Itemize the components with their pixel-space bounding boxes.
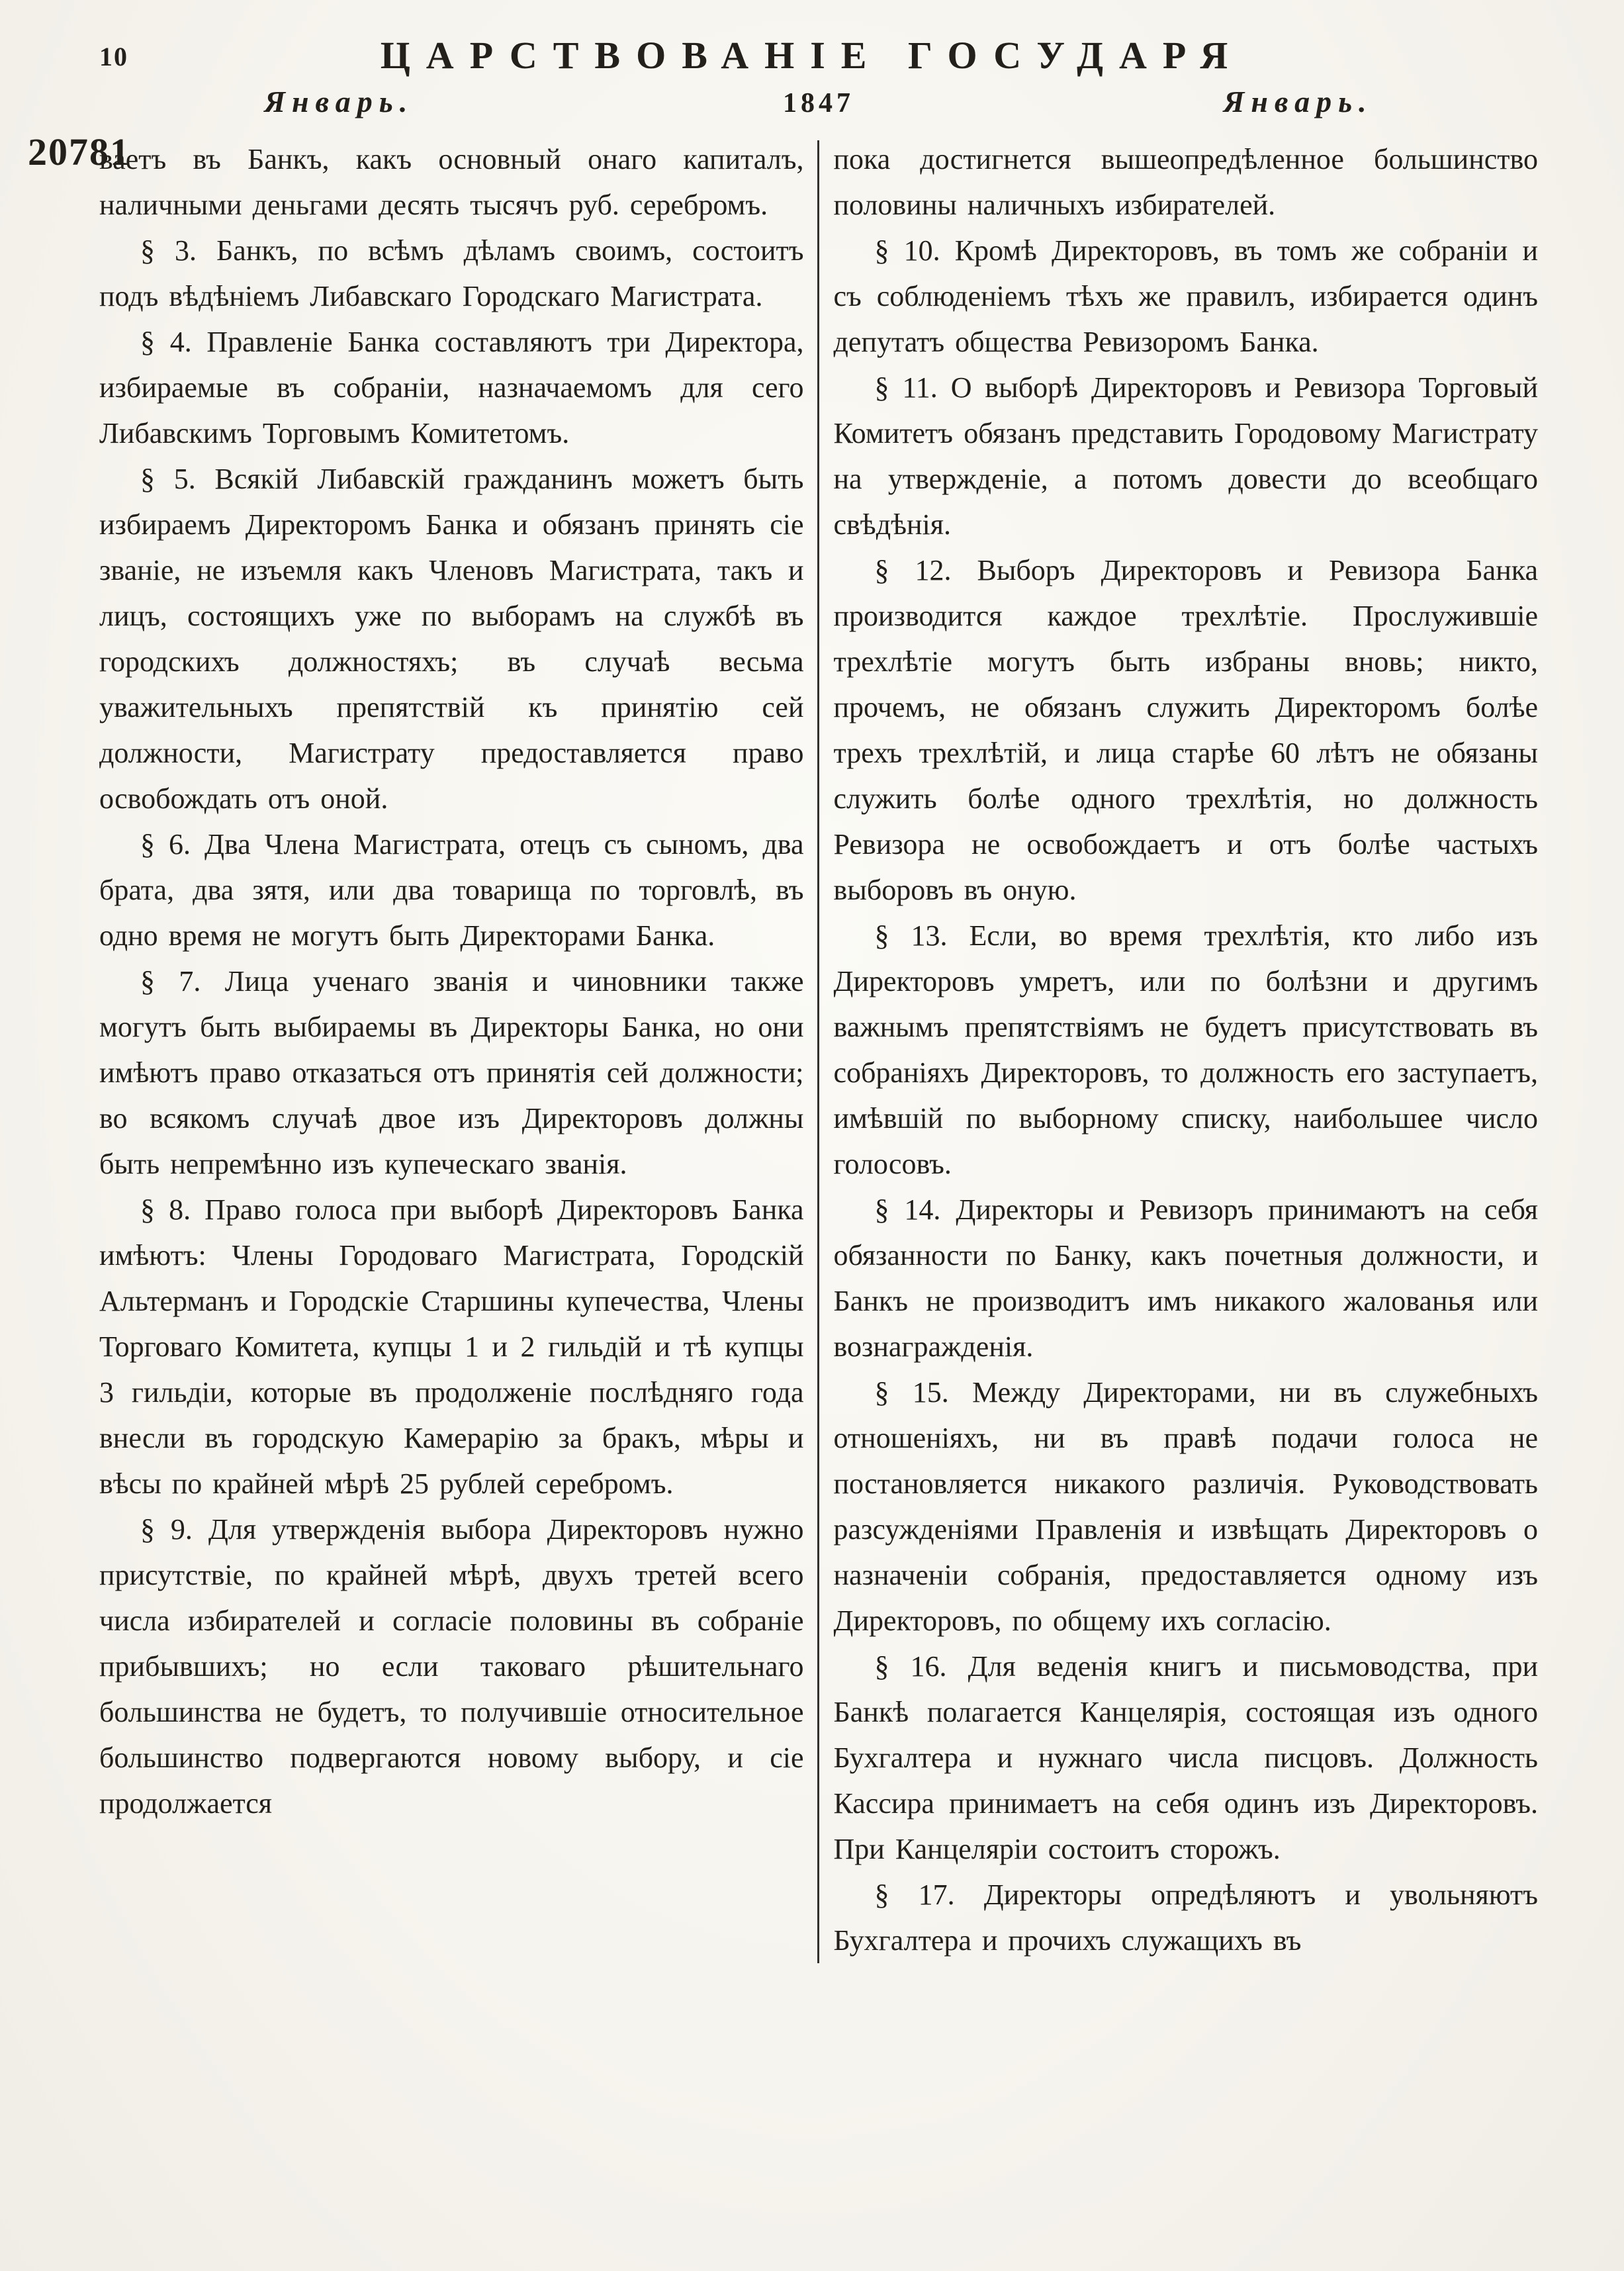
dateline-month-left: Январь. [264, 85, 414, 118]
dateline-year: 1847 [783, 88, 854, 118]
paragraph-section-8: § 8. Право голоса при выборѣ Директоровъ Банка имѣютъ: Члены Городоваго Магистрата, Городскій Альтерманъ и Городскіе Старшины купечества, Члены Торговаго Комитета, купцы 1 и 2 гильдій и тѣ купцы 3 гильдіи, которые въ продолженіе послѣдняго года внесли въ городскую Камерарію за бракъ, мѣры и вѣсы по крайней мѣрѣ 25 рублей серебромъ. [99, 1193, 804, 1500]
paragraph-section-16: § 16. Для веденія книгъ и письмоводства, при Банкѣ полагается Канцелярія, состоящая изъ одного Бухгалтера и нужнаго числа писцовъ. Должность Кассира принимаетъ на себя одинъ изъ Директоровъ. При Канцеляріи состоитъ сторожъ. [833, 1650, 1538, 1865]
paragraph-section-14: § 14. Директоры и Ревизоръ принимаютъ на себя обязанности по Банку, какъ почетныя должности, и Банкъ не производитъ имъ никакого жалованья или вознагражденія. [833, 1193, 1538, 1363]
paragraph-continuation: ваетъ въ Банкъ, какъ основный онаго капиталъ, наличными деньгами десять тысячъ руб. серебромъ. [99, 143, 804, 221]
column-divider [817, 140, 819, 1963]
paragraph-section-7: § 7. Лица ученаго званія и чиновники также могутъ быть выбираемы въ Директоры Банка, но они имѣютъ право отказаться отъ принятія сей должности; во всякомъ случаѣ двое изъ Директоровъ должны быть непремѣнно изъ купеческаго званія. [99, 965, 804, 1180]
paragraph-section-4: § 4. Правленіе Банка составляютъ три Директора, избираемые въ собраніи, назначаемомъ для сего Либавскимъ Торговымъ Комитетомъ. [99, 326, 804, 449]
paragraph-section-3: § 3. Банкъ, по всѣмъ дѣламъ своимъ, состоитъ подъ вѣдѣніемъ Либавскаго Городскаго Магистрата. [99, 234, 804, 312]
paragraph-section-13: § 13. Если, во время трехлѣтія, кто либо изъ Директоровъ умретъ, или по болѣзни и другимъ важнымъ препятствіямъ не будетъ присутствовать въ собраніяхъ Директоровъ, то должность его заступаетъ, имѣвшій по выборному списку, наибольшее число голосовъ. [833, 919, 1538, 1180]
paragraph-section-10: § 10. Кромѣ Директоровъ, въ томъ же собраніи и съ соблюденіемъ тѣхъ же правилъ, избирается одинъ депутатъ общества Ревизоромъ Банка. [833, 234, 1538, 358]
paragraph-section-17: § 17. Директоры опредѣляютъ и увольняютъ Бухгалтера и прочихъ служащихъ въ [833, 1878, 1538, 1957]
dateline-month-right: Январь. [1223, 85, 1373, 118]
paragraph-section-6: § 6. Два Члена Магистрата, отецъ съ сыномъ, два брата, два зятя, или два товарища по торговлѣ, въ одно время не могутъ быть Директорами Банка. [99, 828, 804, 952]
paragraph-section-9: § 9. Для утвержденія выбора Директоровъ нужно присутствіе, по крайней мѣрѣ, двухъ третей всего числа избирателей и согласіе половины въ собраніе прибывшихъ; но если таковаго рѣшительнаго большинства не будетъ, то получившіе относительное большинство подвергаются новому выбору, и сіе продолжается [99, 1513, 804, 1820]
right-column [834, 136, 1539, 1963]
paragraph-continuation: пока достигнется вышеопредѣленное большинство половины наличныхъ избирателей. [833, 143, 1538, 221]
paragraph-section-5: § 5. Всякій Либавскій гражданинъ можетъ быть избираемъ Директоромъ Банка и обязанъ принять сіе званіе, не изъемля какъ Членовъ Магистрата, такъ и лицъ, состоящихъ уже по выборамъ на службѣ въ городскихъ должностяхъ; въ случаѣ весьма уважительныхъ препятствій къ принятію сей должности, Магистрату предоставляется право освобождать отъ оной. [99, 463, 804, 815]
paragraph-section-15: § 15. Между Директорами, ни въ служебныхъ отношеніяхъ, ни въ правѣ подачи голоса не постановляется никакого различія. Руководствовать разсужденіями Правленія и извѣщать Директоровъ о назначеніи собранія, предоставляется одному изъ Директоровъ, по общему ихъ согласію. [833, 1376, 1538, 1637]
dateline [0, 77, 1624, 119]
paragraph-section-12: § 12. Выборъ Директоровъ и Ревизора Банка производится каждое трехлѣтіе. Прослужившіе трехлѣтіе могутъ быть избраны вновь; никто, прочемъ, не обязанъ служить Директоромъ болѣе трехъ трехлѣтій, и лица старѣе 60 лѣтъ не обязаны служить болѣе одного трехлѣтія, но должность Ревизора не освобождаетъ и отъ болѣе частыхъ выборовъ въ оную. [833, 554, 1538, 906]
act-number: 20781 [28, 130, 130, 173]
text-columns [0, 136, 1624, 1990]
page-header [0, 0, 1624, 119]
page-number: 10 [99, 42, 128, 71]
page-title: ЦАРСТВОВАНІЕ ГОСУДАРЯ [380, 34, 1244, 77]
left-column [99, 136, 804, 1963]
paragraph-section-11: § 11. О выборѣ Директоровъ и Ревизора Торговый Комитетъ обязанъ представить Городовому Магистрату на утвержденіе, а потомъ довести до всеобщаго свѣдѣнія. [833, 371, 1538, 541]
